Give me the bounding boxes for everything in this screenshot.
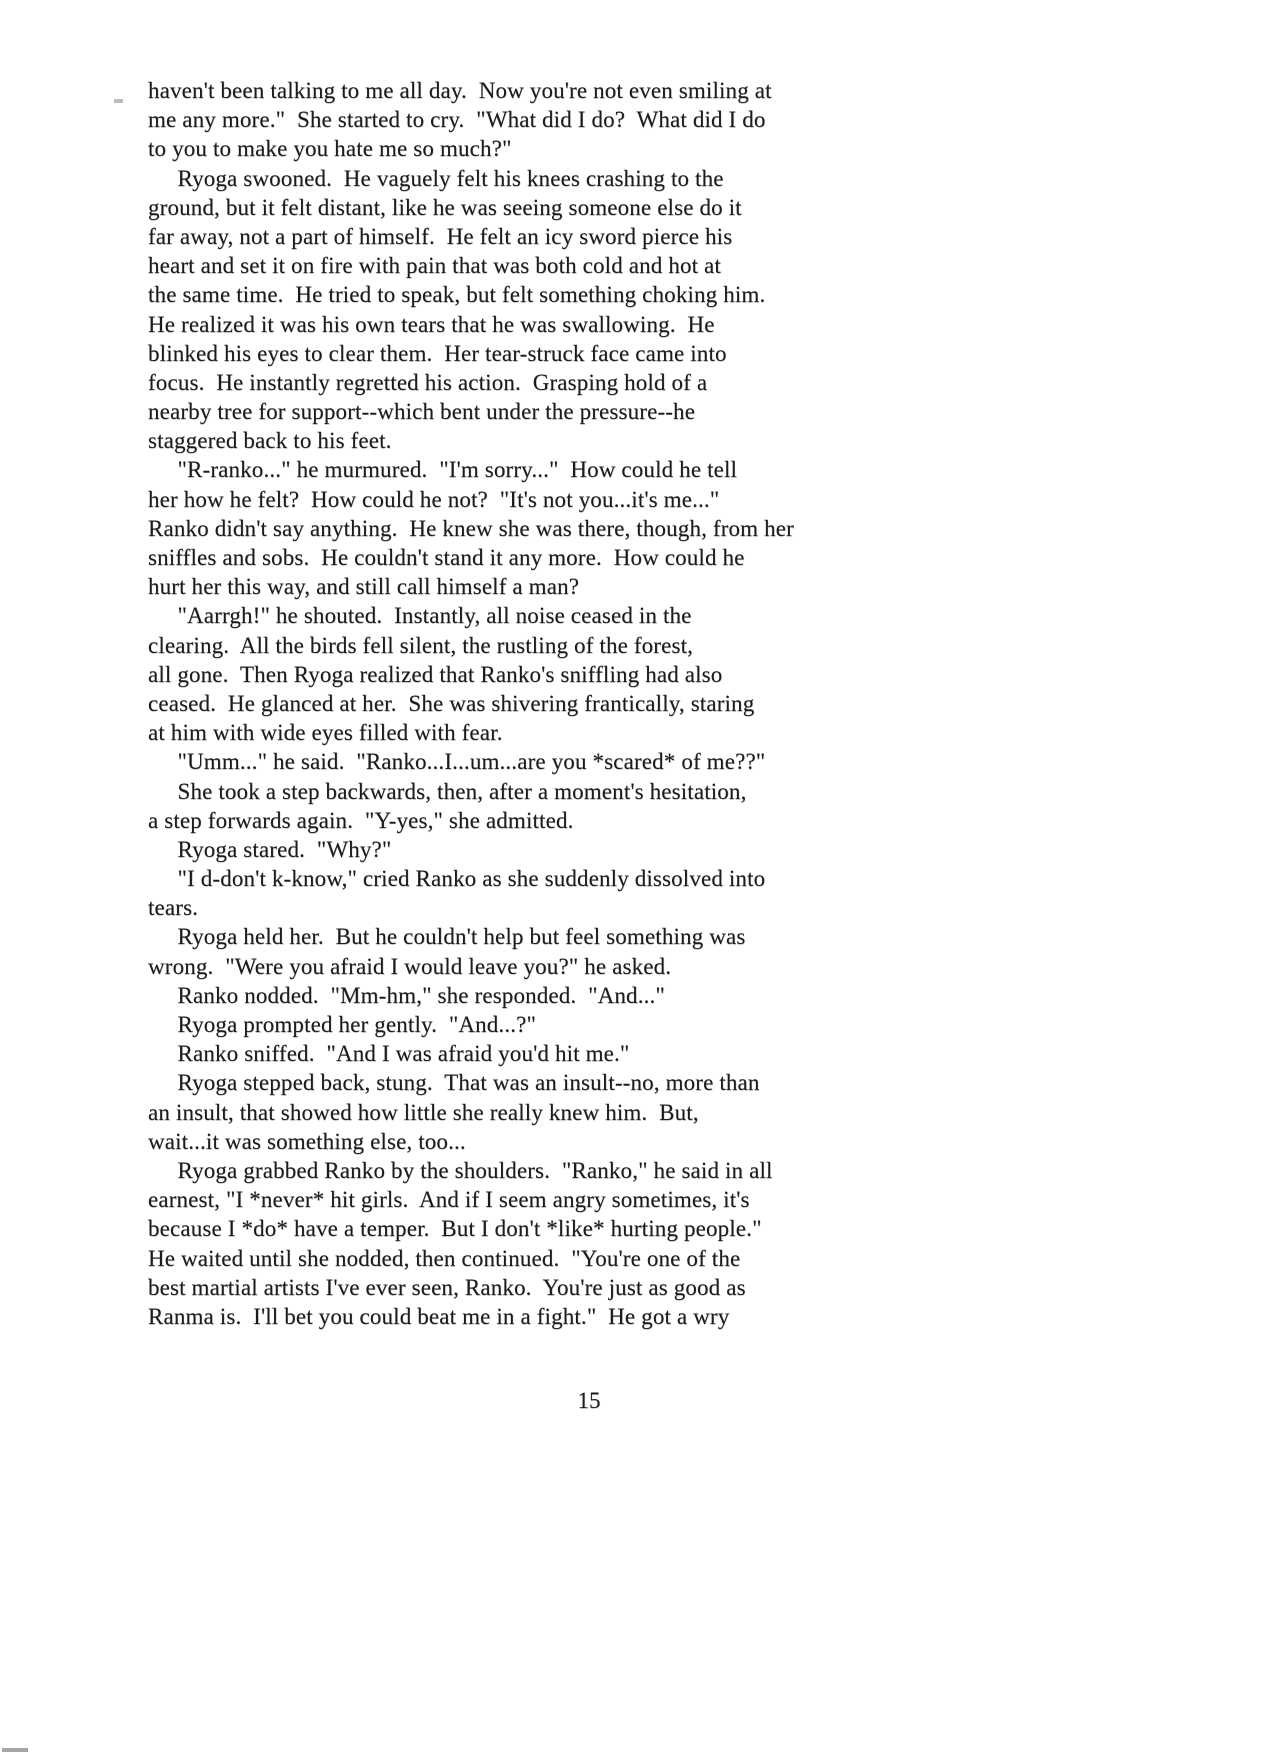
text-line: Ryoga stepped back, stung. That was an insult--no, more than [148, 1070, 760, 1096]
text-line: far away, not a part of himself. He felt an icy sword pierce his [148, 223, 733, 249]
text-line: to you to make you hate me so much?" [148, 136, 512, 162]
text-line: "Umm..." he said. "Ranko...I...um...are you *scared* of me??" [148, 749, 766, 775]
text-line: her how he felt? How could he not? "It's not you...it's me..." [148, 486, 720, 512]
scan-artifact-corner-dash [2, 1748, 28, 1752]
text-line: ground, but it felt distant, like he was seeing someone else do it [148, 194, 742, 220]
text-line: Ryoga stared. "Why?" [148, 836, 392, 862]
page-text [148, 76, 794, 1331]
text-line: "R-ranko..." he murmured. "I'm sorry..." How could he tell [148, 457, 738, 483]
text-line: Ranko didn't say anything. He knew she was there, though, from her [148, 515, 794, 541]
text-line: blinked his eyes to clear them. Her tear-struck face came into [148, 340, 727, 366]
text-line: the same time. He tried to speak, but felt something choking him. [148, 282, 766, 308]
text-line: because I *do* have a temper. But I don't *like* hurting people." [148, 1216, 762, 1242]
scan-artifact-margin-dash [114, 99, 123, 103]
text-line: an insult, that showed how little she really knew him. But, [148, 1099, 699, 1125]
text-line: "Aarrgh!" he shouted. Instantly, all noise ceased in the [148, 603, 692, 629]
text-line: at him with wide eyes filled with fear. [148, 720, 503, 746]
text-line: me any more." She started to cry. "What did I do? What did I do [148, 107, 766, 133]
text-line: Ryoga swooned. He vaguely felt his knees crashing to the [148, 165, 724, 191]
text-line: He waited until she nodded, then continued. "You're one of the [148, 1245, 741, 1271]
text-line: Ryoga grabbed Ranko by the shoulders. "Ranko," he said in all [148, 1157, 773, 1183]
text-line: clearing. All the birds fell silent, the rustling of the forest, [148, 632, 694, 658]
text-line: He realized it was his own tears that he was swallowing. He [148, 311, 715, 337]
text-line: ceased. He glanced at her. She was shivering frantically, staring [148, 690, 755, 716]
text-line: heart and set it on fire with pain that was both cold and hot at [148, 253, 721, 279]
text-line: a step forwards again. "Y-yes," she admitted. [148, 807, 574, 833]
text-line: hurt her this way, and still call himself a man? [148, 574, 580, 600]
text-line: Ranko nodded. "Mm-hm," she responded. "And..." [148, 982, 665, 1008]
text-line: Ranko sniffed. "And I was afraid you'd hit me." [148, 1041, 630, 1067]
text-line: Ranma is. I'll bet you could beat me in a fight." He got a wry [148, 1303, 730, 1329]
text-line: best martial artists I've ever seen, Ranko. You're just as good as [148, 1274, 746, 1300]
text-line: Ryoga prompted her gently. "And...?" [148, 1012, 537, 1037]
text-line: sniffles and sobs. He couldn't stand it any more. How could he [148, 545, 745, 570]
text-line: wrong. "Were you afraid I would leave you?" he asked. [148, 953, 672, 979]
text-line: haven't been talking to me all day. Now you're not even smiling at [148, 78, 772, 103]
text-line: Ryoga held her. But he couldn't help but feel something was [148, 924, 746, 950]
text-line: focus. He instantly regretted his action. Grasping hold of a [148, 369, 708, 395]
text-line: "I d-don't k-know," cried Ranko as she suddenly dissolved into [148, 866, 766, 892]
text-line: wait...it was something else, too... [148, 1128, 466, 1154]
text-line: tears. [148, 895, 199, 921]
text-line: nearby tree for support--which bent under the pressure--he [148, 399, 696, 425]
page-number: 15 [577, 1388, 601, 1413]
text-line: all gone. Then Ryoga realized that Ranko's sniffling had also [148, 661, 723, 687]
text-line: staggered back to his feet. [148, 428, 392, 454]
text-line: She took a step backwards, then, after a moment's hesitation, [148, 778, 747, 804]
text-line: earnest, "I *never* hit girls. And if I seem angry sometimes, it's [148, 1187, 750, 1213]
